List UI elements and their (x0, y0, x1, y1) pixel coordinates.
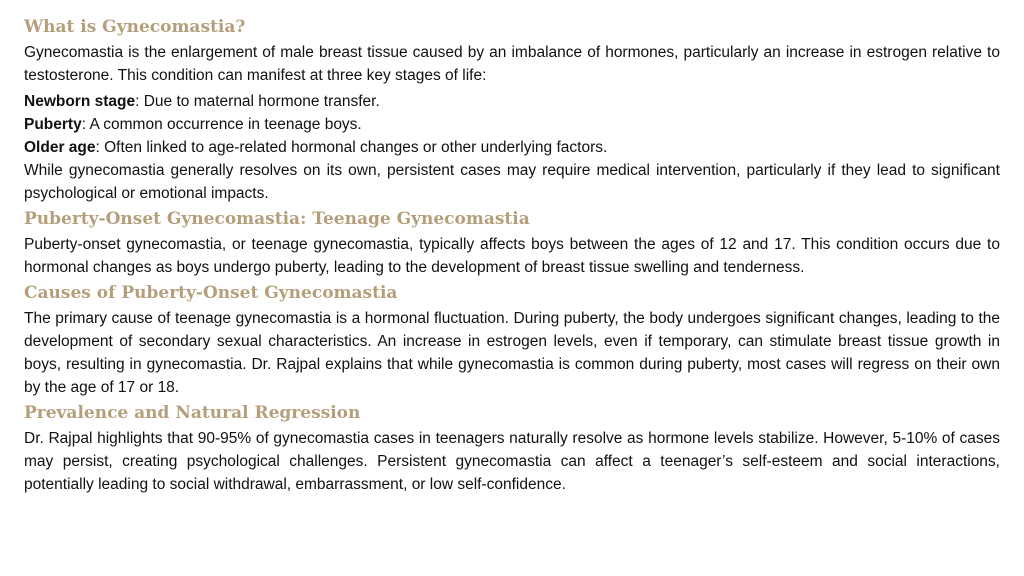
paragraph-causes: The primary cause of teenage gynecomastia is a hormonal fluctuation. During puberty, the body undergoes significant changes, leading to the development of secondary sexual characteristics. An increase in estrogen levels, even if temporary, can stimulate breast tissue growth in boys, resulting in gynecomastia. Dr. Rajpal explains that while gynecomastia is common during puberty, most cases will regress on their own by the age of 17 or 18. (24, 310, 1000, 396)
heading-causes: Causes of Puberty-Onset Gynecomastia (24, 283, 398, 303)
stage-item-newborn (24, 90, 1000, 113)
stage-label: Older age (24, 139, 96, 156)
stage-desc: : Often linked to age-related hormonal changes or other underlying factors. (95, 139, 608, 156)
heading-what-is-gynecomastia: What is Gynecomastia? (24, 17, 246, 37)
stage-item-older-age (24, 136, 1000, 159)
paragraph-puberty-onset: Puberty-onset gynecomastia, or teenage gynecomastia, typically affects boys between the ages of 12 and 17. This condition occurs due to hormonal changes as boys undergo puberty, leading to the development of breast tissue swelling and tenderness. (24, 236, 1000, 276)
stage-desc: : Due to maternal hormone transfer. (135, 93, 380, 110)
stage-label: Puberty (24, 116, 82, 133)
stage-desc: : A common occurrence in teenage boys. (81, 116, 362, 133)
stage-label: Newborn stage (24, 93, 136, 110)
heading-puberty-onset: Puberty-Onset Gynecomastia: Teenage Gynecomastia (24, 209, 530, 229)
stage-item-puberty (24, 113, 1000, 136)
heading-prevalence: Prevalence and Natural Regression (24, 403, 361, 423)
paragraph-closing: While gynecomastia generally resolves on its own, persistent cases may require medical intervention, particularly if they lead to significant psychological or emotional impacts. (24, 162, 1000, 202)
paragraph-intro: Gynecomastia is the enlargement of male breast tissue caused by an imbalance of hormones, particularly an increase in estrogen relative to testosterone. This condition can manifest at three key stages of life: (24, 44, 1000, 84)
paragraph-prevalence: Dr. Rajpal highlights that 90-95% of gynecomastia cases in teenagers naturally resolve as hormone levels stabilize. However, 5-10% of cases may persist, creating psychological challenges. Persistent gynecomastia can affect a teenager’s self-esteem and social interactions, potentially leading to social withdrawal, embarrassment, or low self-confidence. (24, 430, 1000, 493)
